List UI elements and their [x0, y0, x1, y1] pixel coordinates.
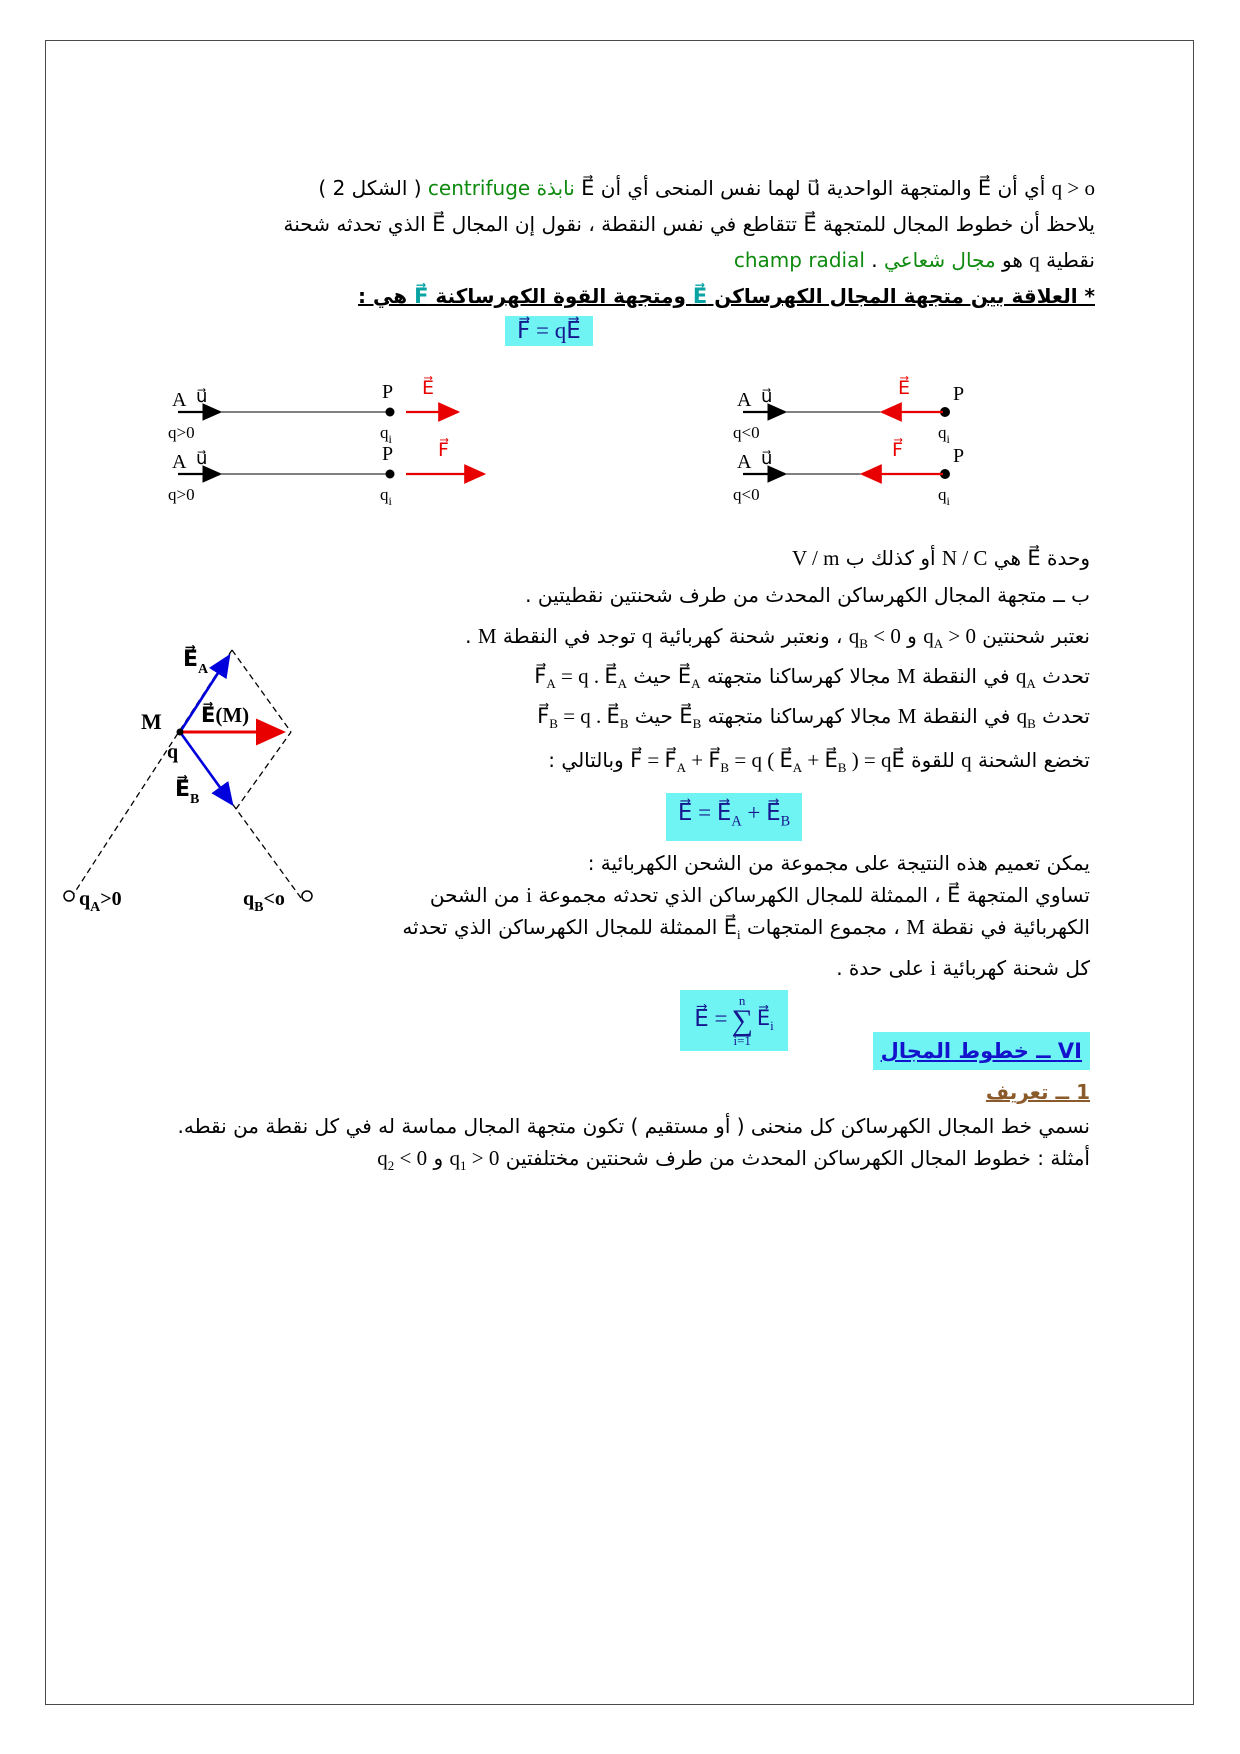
math-run: q > o [1051, 176, 1095, 200]
heading-text: ومتجهة القوة الكهرساكنة [428, 284, 693, 308]
point-p-label: P [382, 381, 394, 403]
math-m: M [897, 664, 916, 689]
field-direction-diagrams [62, 366, 1042, 516]
math-m: M [906, 915, 925, 940]
text-run: . [465, 624, 478, 648]
text-run: وحدة [1040, 546, 1090, 570]
charge-sign-label: q<0 [733, 423, 760, 442]
charge-qi-label: $q_i$ [938, 423, 950, 446]
text-run: نسمي خط المجال الكهرساكن كل منحنى ( أو مستقيم ) تكون متجهة المجال مماسة له في كل نقطة من نقطه. [177, 1114, 1090, 1138]
examples-paragraph [150, 1142, 1090, 1182]
section-b-title [525, 577, 1090, 613]
charge-qi-label: $q_i$ [938, 485, 950, 508]
diagram-q-negative-E [733, 376, 964, 446]
intro-line-2 [145, 206, 1095, 242]
heading-text: هي : [358, 284, 415, 308]
vector-e: E⃗ [581, 176, 595, 200]
green-term-radial-ar: مجال شعاعي [883, 248, 996, 272]
point-p-dot [386, 470, 395, 479]
sigma-glyph: ∑ [731, 1003, 753, 1037]
text-run: الذي تحدثه شحنة [283, 212, 433, 236]
text-run: و [427, 1146, 450, 1170]
text-run: يمكن تعميم هذه النتيجة على مجموعة من الشحن الكهربائية : [587, 851, 1090, 876]
section-vi-title-row [150, 1032, 1090, 1070]
text-run: و [900, 624, 924, 648]
point-p-label: P [953, 383, 965, 405]
intro-line-1 [145, 170, 1095, 206]
text-run: ، ونعتبر شحنة كهربائية [652, 624, 849, 648]
point-a-label: A [737, 389, 752, 411]
math-fb-eq: $F⃗_B = q$ . $E⃗_B$ [537, 704, 629, 732]
text-run: ، الممثلة للمجال الكهرساكن الذي تحدثه مجموعة [532, 883, 948, 908]
text-run: والمتجهة الواحدية [820, 176, 978, 200]
vector-ea-label: $E⃗_A$ [183, 646, 209, 677]
heading-text: * العلاقة بين متجهة المجال الكهرساكن [707, 284, 1095, 308]
e-field-label: E⃗ [898, 378, 911, 399]
unit-vector-label: u⃗ [761, 448, 773, 468]
paragraph-total-force [378, 741, 1090, 787]
text-run: حيث [627, 664, 678, 689]
vector-u: u⃗ [807, 176, 821, 200]
definition-title [150, 1074, 1090, 1110]
superposition-text-column [378, 620, 1090, 1057]
paragraph-consider-charges [378, 620, 1090, 660]
formula-f-qe-wrapper [505, 316, 593, 346]
text-run: توجد في النقطة [496, 624, 642, 648]
unit-vector-label: u⃗ [196, 386, 208, 406]
math-i: i [526, 883, 532, 908]
charge-qi-label: $q_i$ [380, 485, 392, 508]
diagram-q-negative-F [733, 438, 964, 508]
diagram-q-positive-E [168, 376, 458, 446]
sigma-upper-bound: n [738, 992, 746, 1008]
dashed-parallelogram-bottom [236, 732, 291, 809]
vector-e: E⃗ [977, 176, 992, 200]
point-m-dot [177, 729, 184, 736]
formula-f-qe: F⃗ = qE⃗ [505, 316, 593, 346]
unit-line [792, 540, 1090, 576]
definition-paragraph [150, 1110, 1090, 1142]
intro-line-3 [145, 242, 1095, 278]
math-m: M [477, 624, 497, 648]
vector-eb-label: $E⃗_B$ [175, 776, 200, 807]
text-run: تحدث [1035, 704, 1090, 729]
text-run: تحدث [1035, 664, 1090, 689]
text-run: تساوي المتجهة [960, 883, 1090, 908]
text-run: 1 ــ تعريف [985, 1080, 1090, 1104]
formula-e-sum-ab-wrapper [378, 793, 1090, 842]
math-qa: $q_A$ [1015, 664, 1036, 692]
vector-e: E⃗ [1027, 546, 1041, 570]
math-eb: $E⃗_B$ [679, 704, 702, 732]
section-field-lines [150, 1032, 1090, 1182]
text-run: للقوة [904, 747, 962, 772]
text-run: يلاحظ أن خطوط المجال للمتجهة [816, 212, 1095, 236]
charge-qb-label: $q_B<o$ [243, 888, 285, 915]
point-a-label: A [737, 451, 752, 473]
text-run: نقطية [1039, 248, 1095, 272]
intro-section [145, 170, 1095, 314]
math-force-eq: F⃗ = $F⃗_A$ + $F⃗_B = q$ ( $E⃗_A$ + $E⃗_B$ ) = qE⃗ [630, 747, 905, 775]
text-run: أو كذلك ب [839, 546, 942, 570]
text-run: في النقطة [915, 664, 1016, 689]
charge-qa-label: $q_A>0$ [79, 888, 122, 915]
text-run: تخضع الشحنة [971, 747, 1090, 772]
unit-nc: N / C [941, 546, 988, 570]
text-run: . [864, 248, 884, 272]
paragraph-field-b [378, 700, 1090, 740]
sigma-rhs: $E⃗_i$ [756, 1006, 774, 1034]
force-label: F⃗ [438, 440, 449, 461]
math-i: i [930, 955, 937, 980]
text-run: وبالتالي : [548, 747, 631, 772]
paragraph-superposition [378, 879, 1090, 983]
force-label: F⃗ [892, 440, 903, 461]
green-term-arabic: نابذة [530, 176, 582, 200]
unit-vm: V / m [791, 546, 840, 570]
vector-em-label: E⃗(M) [201, 703, 250, 727]
formula-e-sum-ab: E⃗ = $E⃗_A$ + $E⃗_B$ [666, 793, 802, 842]
text-run: ب ــ متجهة المجال الكهرساكن المحدث من طرف شحنتين نقطيتين . [525, 583, 1090, 607]
point-a-label: A [172, 389, 187, 411]
math-q1-positive: $q_1 > 0$ [449, 1146, 500, 1174]
charge-qa-dot [64, 891, 74, 901]
math-qb: $q_B$ [1016, 704, 1036, 732]
charge-q-label: q [167, 741, 179, 763]
text-run: نعتبر شحنتين [975, 624, 1090, 648]
unit-vector-label: u⃗ [761, 386, 773, 406]
diagram-q-positive-F [168, 438, 484, 508]
text-run: مجالا كهرساكنا متجهته [700, 664, 897, 689]
point-p-label: P [382, 443, 394, 465]
point-a-label: A [172, 451, 187, 473]
math-qa-positive: $q_A > 0$ [923, 624, 976, 652]
section-vi-title: VI ــ خطوط المجال [873, 1032, 1090, 1070]
charge-qb-dot [302, 891, 312, 901]
charge-sign-label: q<0 [733, 485, 760, 504]
vector-e: E⃗ [947, 883, 961, 908]
point-p-dot [386, 408, 395, 417]
point-m-label: M [141, 709, 162, 734]
text-run: على حدة . [836, 955, 931, 980]
text-run: هي [987, 546, 1028, 570]
math-q2-negative: $q_2 < 0$ [377, 1146, 428, 1174]
sigma-lower-bound: i=1 [733, 1032, 751, 1048]
math-fa-eq: $F⃗_A = q$ . $E⃗_A$ [534, 664, 628, 692]
vector-e: E⃗ [803, 212, 817, 236]
text-run: لهما نفس المنحى أي أن [594, 176, 807, 200]
paragraph-field-a [378, 660, 1090, 700]
green-term-centrifuge: centrifuge [427, 176, 531, 200]
paragraph-generalize [378, 847, 1090, 879]
charge-sign-label: q>0 [168, 423, 195, 442]
text-run: حيث [628, 704, 680, 729]
math-q: q [961, 747, 972, 772]
text-run: من الشحن الكهربائية في نقطة [429, 883, 1090, 940]
text-run: هو [995, 248, 1030, 272]
text-run: تتقاطع في نفس النقطة ، نقول إن المجال [445, 212, 804, 236]
math-qb-negative: $q_B < 0$ [848, 624, 901, 652]
math-q: q [641, 624, 653, 648]
text-run: ( الشكل 2 ) [318, 176, 428, 200]
unit-vector-label: u⃗ [196, 448, 208, 468]
text-run: أمثلة : خطوط المجال الكهرساكن المحدث من طرف شحنتين مختلفتين [499, 1146, 1090, 1170]
charge-qi-label: $q_i$ [380, 423, 392, 446]
text-run: في النقطة [916, 704, 1017, 729]
superposition-diagram [55, 632, 355, 932]
vector-f: F⃗ [414, 284, 429, 308]
text-run: ، مجموع المتجهات [740, 915, 907, 940]
math-ei: $E⃗_i$ [723, 915, 741, 943]
point-p-label: P [953, 445, 965, 467]
charge-sign-label: q>0 [168, 485, 195, 504]
text-run: الممثلة للمجال الكهرساكن الذي تحدثه كل شحنة كهربائية [402, 915, 1090, 980]
e-field-label: E⃗ [422, 378, 435, 399]
green-term-champ-radial: champ radial [733, 248, 865, 272]
relation-heading [145, 278, 1095, 314]
text-run: مجالا كهرساكنا متجهته [701, 704, 898, 729]
sigma-lhs: E⃗ = [694, 1005, 728, 1031]
text-run: أي أن [991, 176, 1052, 200]
math-run: q [1029, 248, 1040, 272]
math-ea: $E⃗_A$ [677, 664, 701, 692]
math-m: M [897, 704, 917, 729]
vector-e: E⃗ [692, 284, 708, 308]
vector-e: E⃗ [432, 212, 446, 236]
